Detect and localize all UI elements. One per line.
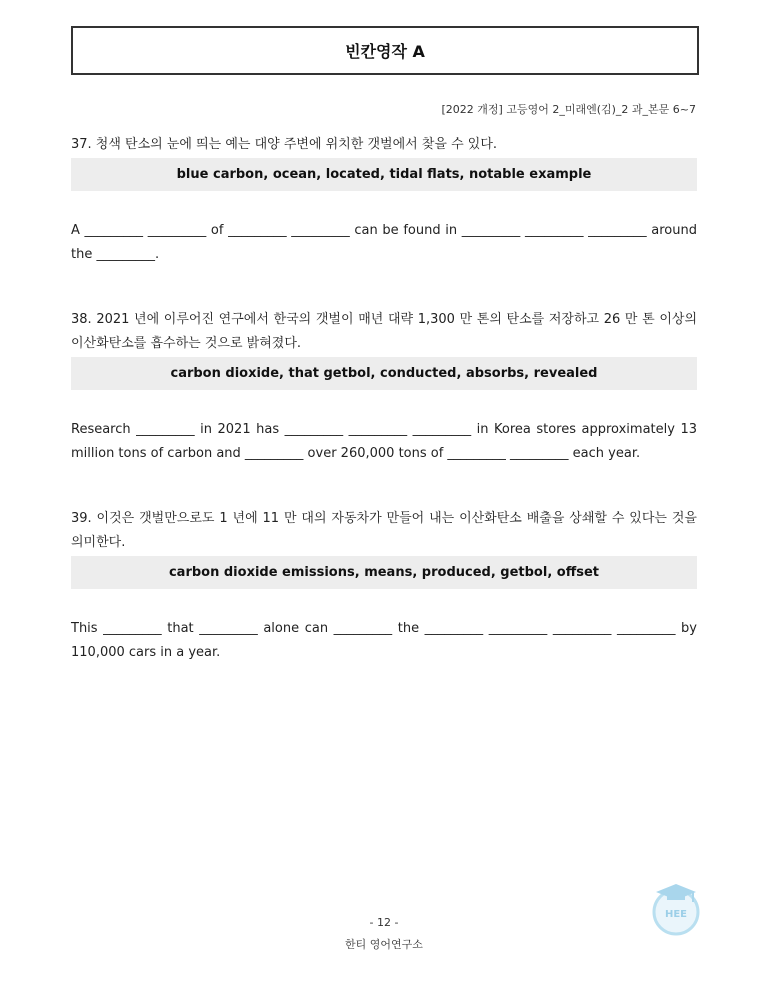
question-39-prompt: 39. 이것은 갯벌만으로도 1 년에 11 만 대의 자동차가 만들어 내는 이산화탄소 배출을 상쇄할 수 있다는 것을 의미한다.	[71, 511, 697, 550]
logo-text: HEE	[664, 909, 688, 920]
question-38-answer: Research _________ in 2021 has _________ _________ _________ in Korea stores approximately 13 million tons of carbon and _________ over 260,000 tons of _________ _________ each year.	[71, 422, 697, 461]
page-number: - 12 -	[369, 916, 399, 929]
footer-org: 한티 영어연구소	[345, 938, 423, 951]
question-39-answer: This _________ that _________ alone can _________ the _________ _________ _________ _________ by 110,000 cars in a year.	[71, 621, 697, 660]
hee-logo	[648, 878, 704, 938]
question-39-hint: carbon dioxide emissions, means, produced, getbol, offset	[71, 556, 697, 589]
question-38-hint: carbon dioxide, that getbol, conducted, absorbs, revealed	[71, 357, 697, 390]
question-37-prompt: 37. 청색 탄소의 눈에 띄는 예는 대양 주변에 위치한 갯벌에서 찾을 수 있다.	[71, 137, 498, 152]
question-38-prompt: 38. 2021 년에 이루어진 연구에서 한국의 갯벌이 매년 대략 1,300 만 톤의 탄소를 저장하고 26 만 톤 이상의 이산화탄소를 흡수하는 것으로 밝혀졌다.	[71, 312, 697, 351]
question-37-answer: A _________ _________ of _________ _________ can be found in _________ _________ _________ around the _________.	[71, 223, 697, 262]
question-37-hint: blue carbon, ocean, located, tidal flats, notable example	[71, 158, 697, 191]
subtitle: [2022 개정] 고등영어 2_미래엔(김)_2 과_본문 6~7	[441, 103, 696, 116]
title-box	[71, 26, 699, 75]
page-title: 빈칸영작 A	[345, 42, 425, 61]
